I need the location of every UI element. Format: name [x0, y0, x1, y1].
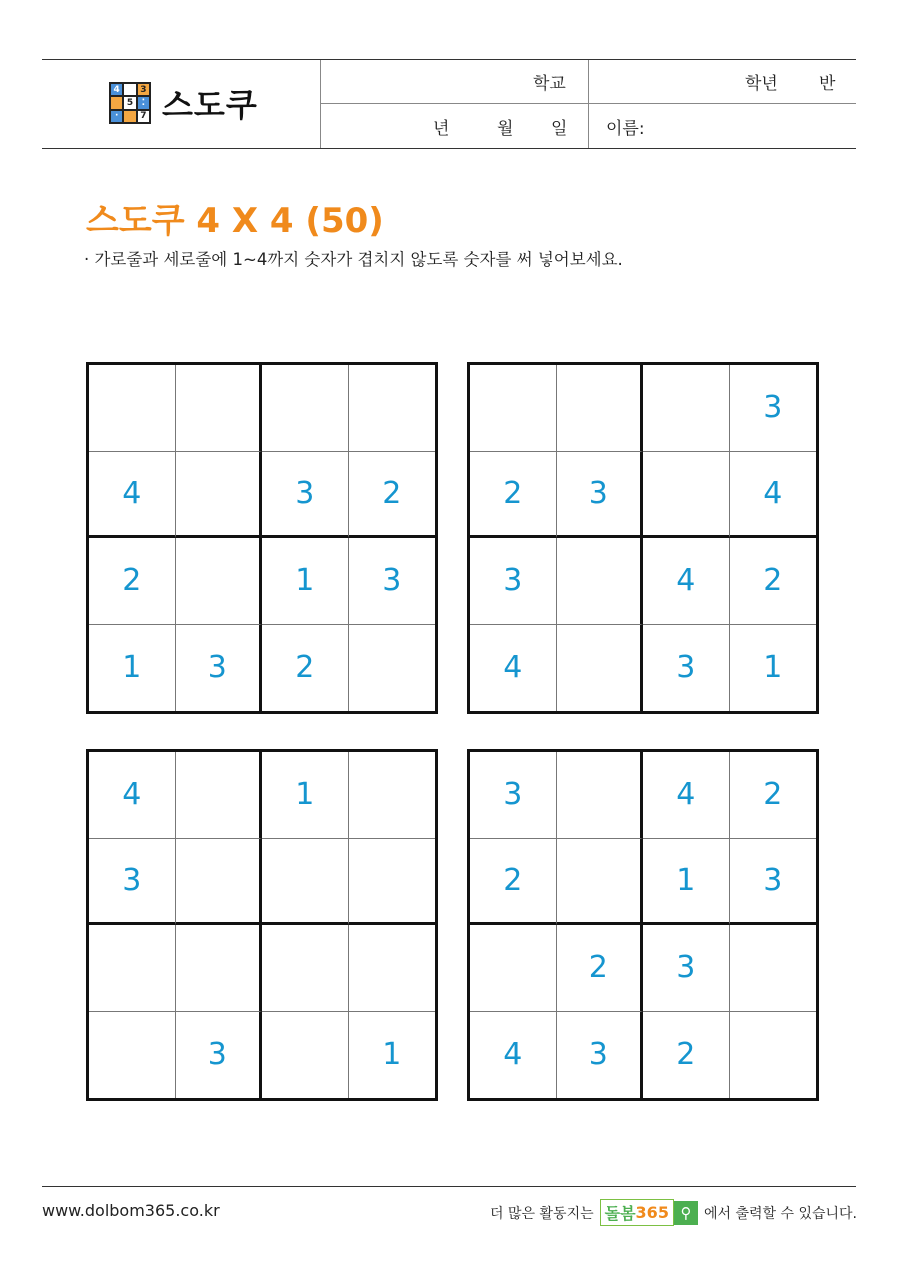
footer-text-before: 더 많은 활동지는 [490, 1205, 594, 1222]
logo-cell [110, 96, 123, 109]
sudoku-cell[interactable] [89, 925, 176, 1012]
badge-text-a: 돌봄 [604, 1204, 636, 1223]
sudoku-cell[interactable]: 1 [382, 1037, 402, 1073]
sudoku-cell[interactable]: 4 [643, 538, 730, 625]
header-bottom-rule [42, 148, 856, 149]
sudoku-cell[interactable] [557, 365, 644, 452]
sudoku-cell[interactable] [730, 925, 817, 1012]
sudoku-cell[interactable] [176, 538, 263, 625]
sudoku-cell[interactable]: 2 [470, 452, 557, 539]
sudoku-cell[interactable] [176, 925, 263, 1012]
class-label: 반 [819, 74, 836, 94]
school-label: 학교 [533, 74, 566, 94]
sudoku-cell[interactable] [262, 365, 349, 452]
sudoku-cell[interactable]: 3 [176, 1012, 263, 1099]
logo-cell: ⁚ [137, 96, 150, 109]
year-label: 년 [433, 119, 450, 139]
footer-text-after: 에서 출력할 수 있습니다. [703, 1205, 857, 1222]
sudoku-cell[interactable] [557, 752, 644, 839]
sudoku-cell[interactable] [557, 538, 644, 625]
sudoku-cell[interactable]: 3 [470, 752, 557, 839]
sudoku-cell[interactable] [557, 839, 644, 926]
header-divider-left [320, 60, 321, 148]
logo-cell: 3 [137, 83, 150, 96]
sudoku-cell[interactable] [89, 1012, 176, 1099]
sudoku-cell[interactable] [557, 625, 644, 712]
sudoku-cell[interactable] [349, 839, 436, 926]
search-icon[interactable]: ⚲ [674, 1201, 698, 1225]
sudoku-cell[interactable]: 2 [262, 625, 349, 712]
sudoku-grid-4 [467, 749, 819, 1101]
instruction-text: · 가로줄과 세로줄에 1~4까지 숫자가 겹치지 않도록 숫자를 써 넣어보세요. [84, 250, 623, 269]
sudoku-grid-3 [86, 749, 438, 1101]
logo-cell: 4 [110, 83, 123, 96]
sudoku-cell[interactable]: 2 [349, 452, 436, 539]
sudoku-cell[interactable]: 3 [557, 1012, 644, 1099]
sudoku-cell[interactable]: 4 [470, 1012, 557, 1099]
sudoku-cell[interactable] [176, 752, 263, 839]
sudoku-cell[interactable]: 4 [89, 752, 176, 839]
sudoku-cell[interactable]: 1 [262, 538, 349, 625]
sudoku-cell[interactable] [643, 452, 730, 539]
grade-label: 학년 [745, 74, 778, 94]
sudoku-cell[interactable]: 3 [262, 452, 349, 539]
name-label: 이름: [606, 119, 645, 139]
footer-url[interactable]: www.dolbom365.co.kr [42, 1201, 220, 1220]
sudoku-cell[interactable] [349, 625, 436, 712]
sudoku-cell[interactable]: 3 [643, 925, 730, 1012]
footer-rule [42, 1186, 856, 1187]
header-top-rule [42, 59, 856, 60]
day-label: 일 [551, 119, 568, 139]
sudoku-cell[interactable] [349, 752, 436, 839]
sudoku-cell[interactable]: 3 [730, 365, 817, 452]
worksheet-title: 스도쿠 4 X 4 (50) [86, 201, 384, 241]
sudoku-cell[interactable]: 2 [730, 752, 817, 839]
sudoku-cell[interactable] [176, 452, 263, 539]
sudoku-cell[interactable]: 1 [643, 839, 730, 926]
logo-cell [123, 110, 136, 123]
sudoku-cell[interactable]: 1 [763, 650, 783, 686]
month-label: 월 [497, 119, 514, 139]
sudoku-cell[interactable]: 2 [643, 1012, 730, 1099]
sudoku-cell[interactable] [176, 365, 263, 452]
sudoku-cell[interactable]: 3 [730, 839, 817, 926]
sudoku-cell[interactable]: 2 [89, 538, 176, 625]
sudoku-cell[interactable] [262, 1012, 349, 1099]
sudoku-cell[interactable] [176, 839, 263, 926]
brand-name: 스도쿠 [162, 86, 258, 124]
sudoku-cell[interactable] [349, 365, 436, 452]
sudoku-cell[interactable]: 4 [643, 752, 730, 839]
badge-text-b: 365 [635, 1203, 669, 1222]
sudoku-cell[interactable]: 4 [730, 452, 817, 539]
footer-promo [490, 1199, 857, 1226]
sudoku-cell[interactable] [470, 365, 557, 452]
sudoku-grid-1 [86, 362, 438, 714]
sudoku-cell[interactable] [730, 1012, 817, 1099]
sudoku-cell[interactable]: 3 [176, 625, 263, 712]
sudoku-cell[interactable]: 3 [557, 452, 644, 539]
sudoku-cell[interactable]: 4 [89, 452, 176, 539]
sudoku-cell[interactable]: 2 [470, 839, 557, 926]
logo-cell [123, 83, 136, 96]
sudoku-cell[interactable]: 2 [730, 538, 817, 625]
sudoku-cell[interactable] [643, 365, 730, 452]
sudoku-cell[interactable] [349, 925, 436, 1012]
sudoku-cell[interactable] [262, 925, 349, 1012]
sudoku-cell[interactable]: 4 [470, 625, 557, 712]
sudoku-cell[interactable]: 3 [470, 538, 557, 625]
logo-cell: 5 [123, 96, 136, 109]
sudoku-cell[interactable]: 3 [89, 839, 176, 926]
header-divider-right [588, 60, 589, 148]
sudoku-cell[interactable]: 3 [349, 538, 436, 625]
sudoku-cell[interactable]: 1 [89, 625, 176, 712]
sudoku-cell[interactable]: 3 [643, 625, 730, 712]
logo-cell: 7 [137, 110, 150, 123]
dolbom365-badge[interactable] [600, 1199, 674, 1226]
sudoku-cell[interactable] [262, 839, 349, 926]
logo-cell: · [110, 110, 123, 123]
sudoku-logo-icon [109, 82, 151, 124]
sudoku-cell[interactable]: 1 [262, 752, 349, 839]
sudoku-grid-2 [467, 362, 819, 714]
sudoku-cell[interactable] [89, 365, 176, 452]
sudoku-cell[interactable] [470, 925, 557, 1012]
sudoku-cell[interactable]: 2 [557, 925, 644, 1012]
